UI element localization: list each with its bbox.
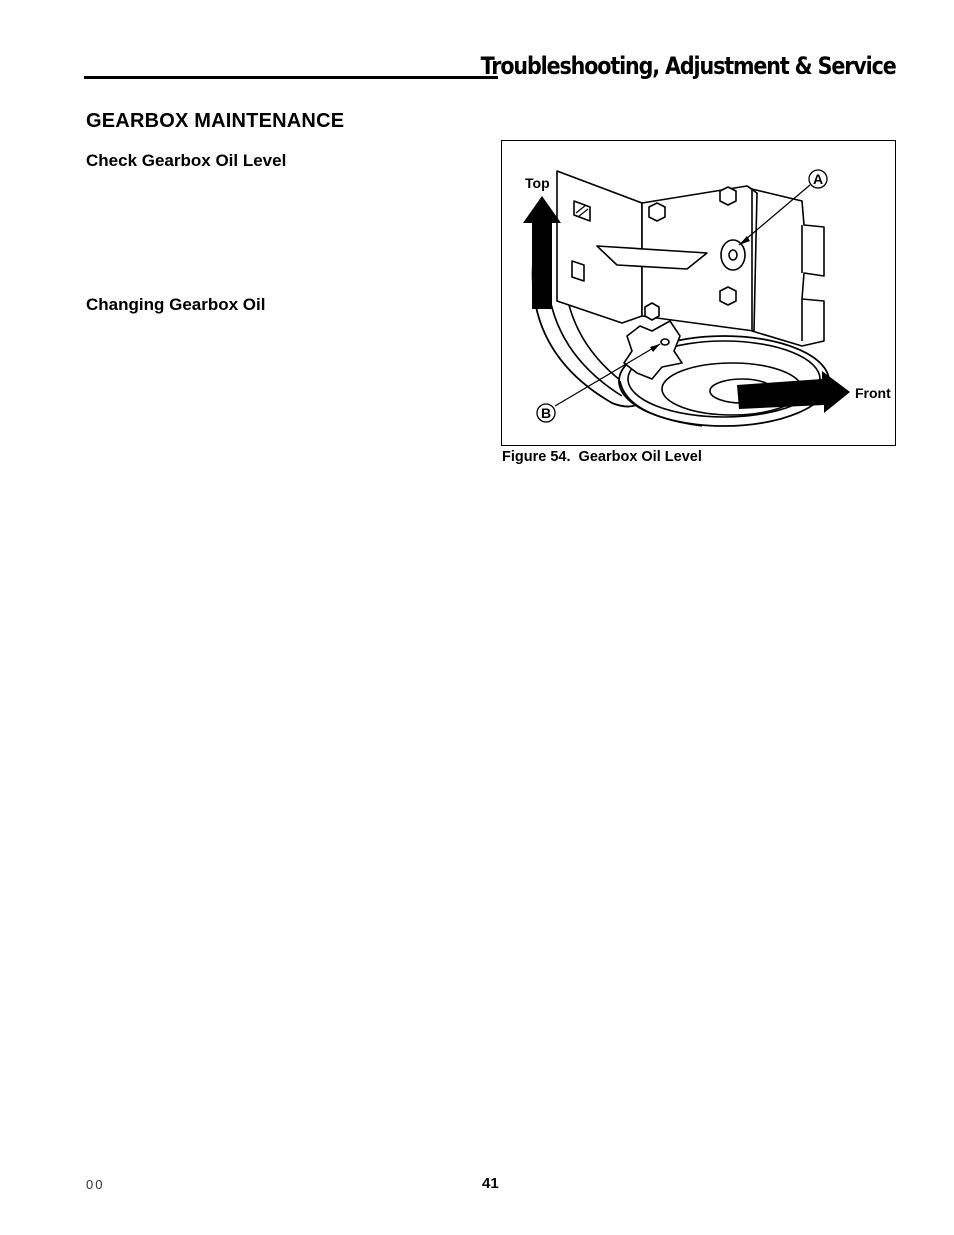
section-title: GEARBOX MAINTENANCE	[86, 110, 345, 132]
subsection-changing-oil: Changing Gearbox Oil	[86, 295, 266, 314]
gearbox-drawing	[502, 141, 896, 446]
page-header-title: Troubleshooting, Adjustment & Service	[480, 52, 896, 80]
callout-a-label: A	[812, 171, 824, 187]
top-arrow-icon	[523, 196, 561, 309]
figure-gearbox-illustration	[501, 140, 896, 446]
header-rule	[84, 76, 498, 79]
figure-caption: Figure 54. Gearbox Oil Level	[502, 449, 702, 465]
subsection-check-oil-level: Check Gearbox Oil Level	[86, 151, 287, 170]
top-label: Top	[525, 175, 550, 191]
footer-code: 00	[86, 1177, 105, 1192]
front-label: Front	[855, 385, 891, 401]
callout-b-label: B	[540, 405, 552, 421]
page-number: 41	[482, 1175, 499, 1192]
